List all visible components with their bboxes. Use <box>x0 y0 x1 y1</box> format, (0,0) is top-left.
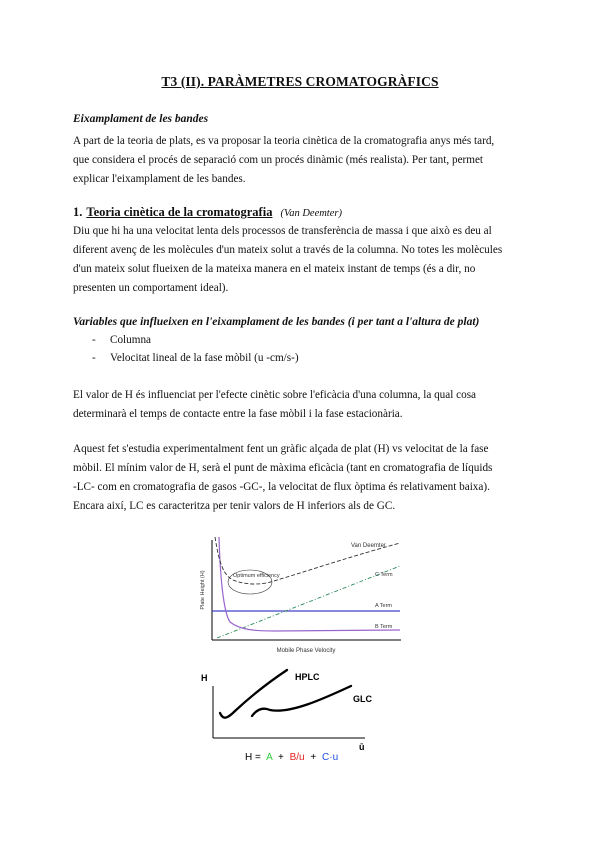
text-line: presenten un comportament ideal). <box>73 282 229 294</box>
x-axis-label: Mobile Phase Velocity <box>276 648 336 654</box>
text-line: El valor de H és influenciat per l'efecte cinètic sobre l'eficàcia d'una columna, la qual cosa <box>73 389 477 401</box>
u-axis-label: ū <box>359 742 365 752</box>
bullet-dash: - <box>92 334 96 346</box>
y-axis-label: Plate Height (H) <box>200 570 206 610</box>
section-title: Teoria cinètica de la cromatografia <box>86 205 273 219</box>
equation-c: C·u <box>322 752 339 763</box>
text-line: Diu que hi ha una velocitat lenta dels processos de transferència de massa i que això es deu al <box>73 225 492 237</box>
van-deemter-equation <box>245 752 338 763</box>
list-item-text: Columna <box>110 334 152 346</box>
equation-plus: + <box>310 752 317 763</box>
equation-b: B/u <box>289 752 305 763</box>
equation-plus: + <box>277 752 284 763</box>
text-line: determinarà el temps de contacte entre la fase mòbil i la fase estacionària. <box>73 408 403 420</box>
equation-lhs: H = <box>245 752 261 763</box>
text-line: Encara així, LC es caracteritza per tenir valors de H inferiors als de GC. <box>73 500 396 512</box>
equation-a: A <box>266 752 273 763</box>
text-line: diferent avenç de les molècules d'un mateix solut a través de la columna. No totes les molècules <box>73 244 503 256</box>
intro-heading: Eixamplament de les bandes <box>73 113 209 125</box>
list-item <box>92 352 299 364</box>
legend-a-term: A Term <box>375 603 393 609</box>
text-line: que considera el procés de separació com un procés dinàmic (més realista). Per tant, permet <box>73 154 484 166</box>
section-author: (Van Deemter) <box>280 208 342 219</box>
hplc-glc-chart <box>195 664 405 764</box>
text-line: d'un mateix solut flueixen de la mateixa manera en el mateix instant de temps (és a dir, no <box>73 263 476 275</box>
experiment-paragraph <box>73 440 533 516</box>
legend-van-deemter: Van Deemter <box>351 543 386 549</box>
h-axis-label: H <box>201 673 208 683</box>
glc-curve <box>252 686 351 716</box>
annotation-optimum: Optimum efficiency <box>233 573 280 579</box>
section-paragraph <box>73 222 533 298</box>
intro-paragraph <box>73 132 533 189</box>
text-line: mòbil. El mínim valor de H, serà el punt de màxima eficàcia (tant en cromatografia de líquids <box>73 462 493 474</box>
text-line: -LC- com en cromatografia de gasos -GC-, la velocitat de flux òptima és relativament baixa). <box>73 481 490 493</box>
text-line: explicar l'eixamplament de les bandes. <box>73 173 246 185</box>
bullet-dash: - <box>92 352 96 364</box>
text-line: Aquest fet s'estudia experimentalment fent un gràfic alçada de plat (H) vs velocitat de la fase <box>73 443 489 455</box>
variables-heading: Variables que influeixen en l'eixamplament de les bandes (i per tant a l'altura de plat) <box>73 316 480 328</box>
van-deemter-chart <box>195 532 415 658</box>
list-item <box>92 334 151 346</box>
section-heading <box>73 203 342 221</box>
legend-b-term: B Term <box>375 624 393 630</box>
glc-label: GLC <box>353 694 372 704</box>
page-title: T3 (II). PARÀMETRES CROMATOGRÀFICS <box>161 74 439 89</box>
text-line: A part de la teoria de plats, es va proposar la teoria cinètica de la cromatografia anys més tard, <box>73 135 495 147</box>
hplc-label: HPLC <box>295 672 320 682</box>
legend-c-term: C Term <box>375 572 393 578</box>
list-item-text: Velocitat lineal de la fase mòbil (u -cm/s-) <box>110 352 299 364</box>
section-number: 1. <box>73 205 83 219</box>
h-paragraph <box>73 386 533 424</box>
